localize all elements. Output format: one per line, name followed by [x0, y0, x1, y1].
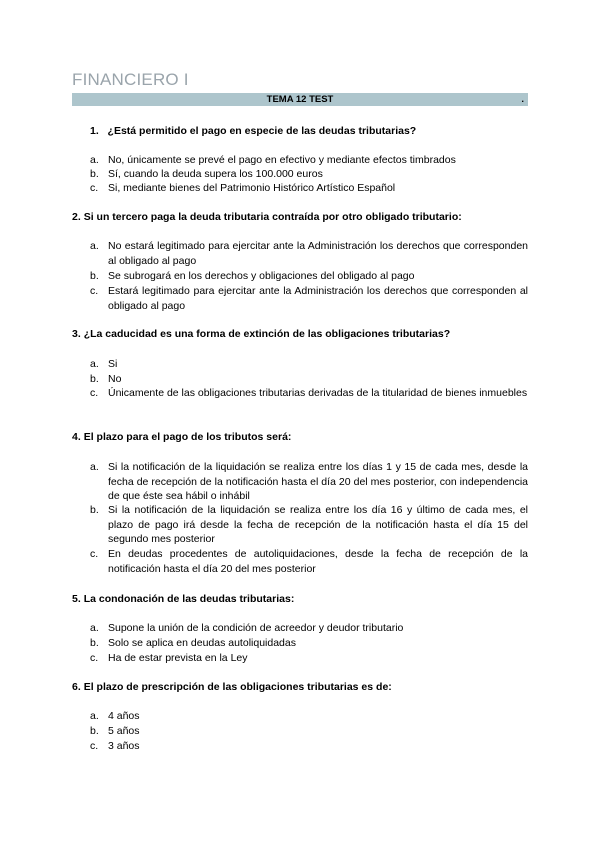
question-text: El plazo para el pago de los tributos será: — [83, 431, 292, 443]
test-title: TEMA 12 TEST — [266, 94, 334, 105]
option-letter: c. — [90, 740, 99, 752]
option-letter: a. — [90, 622, 99, 634]
option-letter: c. — [90, 548, 99, 560]
option-text: Solo se aplica en deudas autoliquidadas — [108, 637, 296, 649]
option-letter: a. — [90, 154, 99, 166]
question-number: 6. — [72, 681, 81, 693]
option-text: Si la notificación de la liquidación se realiza entre los días 1 y 15 de cada mes, desde la fecha de recepción de la notificación hasta el día 20 del mes posterior, con independencia de que éste sea hábil o inhábil — [108, 461, 528, 502]
option-letter: b. — [90, 270, 99, 282]
question-number: 5. — [72, 593, 81, 605]
option-text: Sí, cuando la deuda supera los 100.000 euros — [108, 168, 323, 180]
option-letter: a. — [90, 240, 99, 252]
title-dot: . — [521, 94, 524, 105]
option-text: Estará legitimado para ejercitar ante la Administración los derechos que corresponden al obligado al pago — [108, 285, 528, 312]
question-3 — [72, 327, 528, 341]
option-text: En deudas procedentes de autoliquidaciones, desde la fecha de recepción de la notificación hasta el día 20 del mes posterior — [108, 548, 528, 575]
question-number: 4. — [72, 431, 81, 443]
option-text: Ha de estar prevista en la Ley — [108, 652, 248, 664]
option-letter: c. — [90, 652, 99, 664]
question-text: El plazo de prescripción de las obligaciones tributarias es de: — [83, 681, 392, 693]
option-letter: c. — [90, 285, 99, 297]
option-letter: b. — [90, 168, 99, 180]
option-text: 5 años — [108, 725, 140, 737]
question-number: 2. — [72, 211, 81, 223]
option-letter: b. — [90, 725, 99, 737]
option-letter: a. — [90, 461, 99, 473]
option-text: Supone la unión de la condición de acreedor y deudor tributario — [108, 622, 404, 634]
option-letter: b. — [90, 373, 99, 385]
option-text: No, únicamente se prevé el pago en efectivo y mediante efectos timbrados — [108, 154, 456, 166]
question-6 — [72, 680, 528, 694]
option-text: No — [108, 373, 122, 385]
option-letter: c. — [90, 387, 99, 399]
question-text: Si un tercero paga la deuda tributaria contraída por otro obligado tributario: — [83, 211, 462, 223]
question-text: ¿Está permitido el pago en especie de las deudas tributarias? — [107, 125, 417, 137]
option-letter: c. — [90, 182, 99, 194]
question-5 — [72, 592, 528, 606]
option-text: Si la notificación de la liquidación se realiza entre los día 16 y último de cada mes, el plazo de pago irá desde la fecha de recepción de la notificación hasta el día 15 del segundo mes posterior — [108, 504, 528, 545]
option-letter: a. — [90, 358, 99, 370]
test-title-bar — [72, 93, 528, 106]
option-text: No estará legitimado para ejercitar ante la Administración los derechos que corresponden al obligado al pago — [108, 240, 528, 267]
option-text: Si — [108, 358, 118, 370]
option-letter: b. — [90, 504, 99, 516]
question-text: ¿La caducidad es una forma de extinción de las obligaciones tributarias? — [83, 328, 451, 340]
question-number: 3. — [72, 328, 81, 340]
option-letter: b. — [90, 637, 99, 649]
option-text: Si, mediante bienes del Patrimonio Histórico Artístico Español — [108, 182, 396, 194]
question-4 — [72, 430, 528, 444]
question-2 — [72, 210, 528, 224]
option-text: 4 años — [108, 710, 140, 722]
option-text: Únicamente de las obligaciones tributarias derivadas de la titularidad de bienes inmuebles — [108, 387, 528, 399]
question-text: La condonación de las deudas tributarias: — [83, 593, 295, 605]
question-number: 1. — [90, 125, 99, 137]
option-text: Se subrogará en los derechos y obligaciones del obligado al pago — [108, 270, 415, 282]
page-header-subject: FINANCIERO I — [72, 70, 189, 89]
question-1 — [90, 124, 528, 138]
option-text: 3 años — [108, 740, 140, 752]
option-letter: a. — [90, 710, 99, 722]
